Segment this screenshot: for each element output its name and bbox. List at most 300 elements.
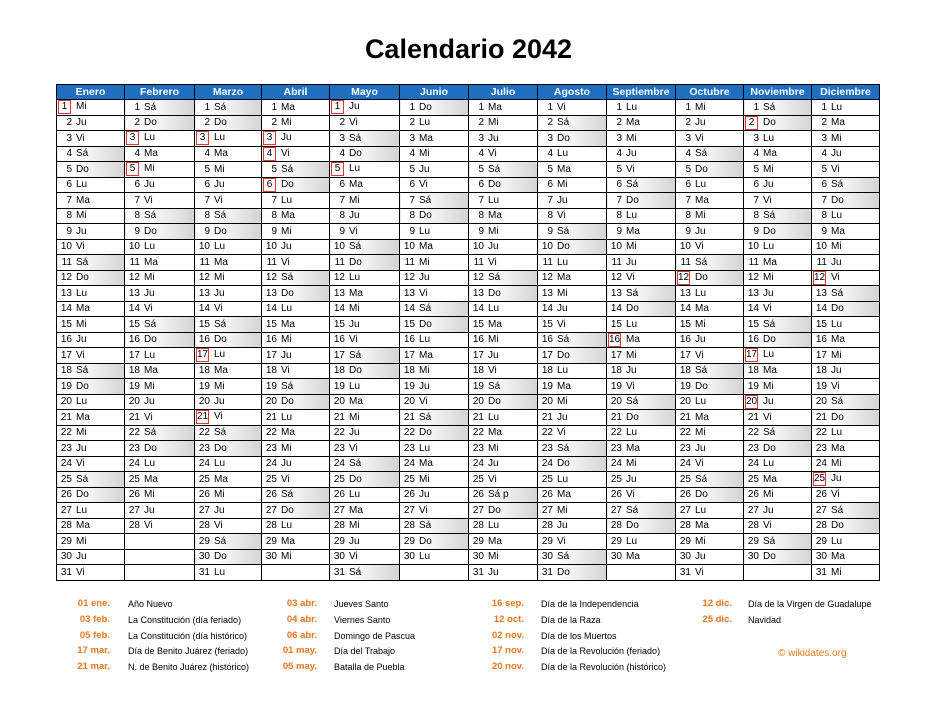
day-cell (57, 239, 125, 255)
day-cell (262, 534, 330, 550)
day-number: 26 (198, 489, 210, 501)
day-cell (195, 317, 262, 333)
day-number: 3 (685, 132, 691, 144)
day-number: 1 (547, 101, 553, 113)
weekday-label: Do (626, 194, 639, 206)
weekday-label: Mi (214, 272, 225, 284)
holiday-name: La Constitución (día histórico) (128, 630, 248, 641)
day-number: 22 (610, 427, 622, 439)
weekday-label: Lu (557, 148, 569, 160)
weekday-label: Mi (763, 380, 774, 392)
weekday-label: Mi (488, 442, 499, 454)
day-cell (469, 394, 538, 410)
day-number: 30 (198, 551, 210, 563)
day-cell (262, 131, 330, 147)
day-number: 3 (478, 132, 484, 144)
day-row (57, 549, 880, 565)
day-cell (195, 115, 262, 131)
day-cell (262, 286, 330, 302)
calendar-grid (56, 84, 880, 581)
weekday-label: Ma (763, 148, 777, 160)
day-cell (812, 394, 880, 410)
day-number: 19 (128, 380, 140, 392)
weekday-label: Vi (76, 132, 85, 144)
weekday-label: Ju (488, 349, 499, 361)
day-number: 21 (128, 411, 140, 423)
day-cell (538, 239, 607, 255)
day-number: 16 (541, 334, 553, 346)
day-number: 28 (815, 520, 827, 532)
weekday-label: Ju (144, 179, 155, 191)
day-cell (400, 100, 469, 116)
holiday-name: N. de Benito Juárez (histórico) (128, 662, 250, 673)
day-cell (195, 162, 262, 178)
weekday-label: Vi (76, 458, 85, 470)
day-row (57, 270, 880, 286)
day-cell (676, 115, 744, 131)
weekday-label: Lu (144, 241, 156, 253)
weekday-label: Sá (349, 349, 362, 361)
weekday-label: Ju (831, 365, 842, 377)
day-cell (676, 565, 744, 581)
holiday-date: 06 abr. (286, 629, 317, 641)
weekday-label: Lu (831, 427, 843, 439)
weekday-label: Do (214, 225, 227, 237)
day-number: 4 (66, 148, 72, 160)
weekday-label: Sá (695, 365, 708, 377)
day-cell (607, 270, 676, 286)
weekday-label: Do (626, 303, 639, 315)
day-number: 13 (747, 287, 759, 299)
day-number: 11 (748, 256, 759, 268)
weekday-label: Do (695, 380, 708, 392)
day-cell (744, 208, 812, 224)
weekday-label: Mi (557, 179, 568, 191)
day-cell (125, 270, 195, 286)
weekday-label: Mi (626, 241, 637, 253)
day-cell (538, 193, 607, 209)
day-cell (744, 239, 812, 255)
day-number: 3 (263, 131, 276, 145)
day-number: 8 (547, 210, 553, 222)
day-row (57, 487, 880, 503)
weekday-label: Do (281, 287, 294, 299)
weekday-label: Vi (488, 256, 497, 268)
empty-cell (125, 565, 195, 581)
day-cell (125, 441, 195, 457)
credit-link[interactable]: © wikidates.org (778, 648, 847, 659)
day-number: 7 (616, 194, 622, 206)
day-cell (744, 549, 812, 565)
weekday-label: Do (419, 210, 432, 222)
day-cell (812, 162, 880, 178)
day-cell (57, 286, 125, 302)
day-number: 13 (610, 287, 622, 299)
weekday-label: Do (419, 101, 432, 113)
day-number: 24 (610, 458, 622, 470)
day-row (57, 301, 880, 317)
day-cell (195, 146, 262, 162)
weekday-label: Do (419, 535, 432, 547)
day-cell (330, 146, 400, 162)
day-number: 13 (403, 287, 415, 299)
month-header: Octubre (676, 85, 744, 100)
weekday-label: Ju (763, 179, 774, 191)
holiday-name: Día del Trabajo (334, 646, 396, 657)
weekday-label: Sá (763, 427, 776, 439)
day-cell (330, 487, 400, 503)
day-row (57, 131, 880, 147)
holiday-date: 05 may. (282, 661, 317, 673)
day-cell (469, 456, 538, 472)
day-number: 6 (66, 179, 72, 191)
day-cell (262, 301, 330, 317)
day-cell (744, 270, 812, 286)
day-number: 21 (472, 411, 484, 423)
weekday-label: Do (763, 116, 776, 128)
weekday-label: Mi (831, 566, 842, 578)
day-number: 23 (472, 442, 484, 454)
day-cell (400, 301, 469, 317)
day-cell (262, 503, 330, 519)
weekday-label: Sá (76, 365, 89, 377)
day-cell (538, 224, 607, 240)
weekday-label: Sá (763, 210, 776, 222)
weekday-label: Do (144, 334, 157, 346)
day-number: 24 (747, 458, 759, 470)
day-cell (125, 208, 195, 224)
day-number: 26 (403, 489, 415, 501)
day-number: 20 (60, 396, 72, 408)
weekday-label: Sá (419, 411, 432, 423)
holiday-name: Jueves Santo (334, 599, 389, 609)
day-cell (125, 100, 195, 116)
day-number: 16 (815, 334, 827, 346)
day-cell (195, 255, 262, 271)
day-cell (262, 208, 330, 224)
weekday-label: Vi (349, 334, 358, 346)
day-cell (262, 487, 330, 503)
day-number: 14 (747, 303, 759, 315)
day-cell (538, 177, 607, 193)
weekday-label: Lu (557, 473, 569, 485)
day-cell (57, 100, 125, 116)
day-cell (400, 270, 469, 286)
day-cell (400, 162, 469, 178)
weekday-label: Vi (831, 380, 840, 392)
weekday-label: Ju (488, 566, 499, 578)
weekday-label: Mi (281, 334, 292, 346)
day-cell (469, 317, 538, 333)
day-number: 19 (60, 380, 72, 392)
day-number: 27 (472, 504, 484, 516)
weekday-label: Ju (214, 504, 225, 516)
day-cell (744, 146, 812, 162)
weekday-label: Vi (831, 489, 840, 501)
day-number: 5 (409, 163, 415, 175)
day-cell (57, 394, 125, 410)
day-number: 9 (547, 225, 553, 237)
day-cell (676, 317, 744, 333)
day-cell (125, 131, 195, 147)
weekday-label: Sá (557, 334, 570, 346)
day-number: 12 (610, 272, 622, 284)
day-number: 19 (198, 380, 210, 392)
day-cell (812, 348, 880, 364)
day-number: 20 (541, 396, 553, 408)
day-cell (57, 425, 125, 441)
day-cell (469, 348, 538, 364)
day-number: 16 (679, 334, 691, 346)
weekday-label: Lu (76, 504, 88, 516)
weekday-label: Ma (626, 225, 640, 237)
day-cell (469, 332, 538, 348)
weekday-label: Sá (281, 380, 294, 392)
day-cell (676, 394, 744, 410)
weekday-label: Lu (626, 210, 638, 222)
weekday-label: Sá (214, 210, 227, 222)
day-number: 1 (331, 100, 344, 114)
day-number: 19 (541, 380, 553, 392)
day-cell (262, 363, 330, 379)
day-cell (262, 441, 330, 457)
day-number: 19 (333, 380, 345, 392)
day-cell (812, 255, 880, 271)
day-cell (400, 394, 469, 410)
holiday-name: Día de la Virgen de Guadalupe (748, 599, 872, 609)
day-cell (607, 379, 676, 395)
weekday-label: Lu (831, 101, 843, 113)
day-cell (330, 224, 400, 240)
weekday-label: Sá (695, 256, 708, 268)
weekday-label: Mi (557, 504, 568, 516)
day-cell (400, 379, 469, 395)
day-cell (812, 286, 880, 302)
day-cell (607, 441, 676, 457)
month-header: Marzo (195, 85, 262, 100)
day-cell (812, 534, 880, 550)
day-number: 8 (271, 210, 277, 222)
weekday-label: Vi (488, 365, 497, 377)
day-cell (330, 534, 400, 550)
weekday-label: Do (695, 163, 708, 175)
day-number: 24 (198, 458, 210, 470)
day-cell (195, 410, 262, 426)
day-number: 14 (679, 303, 691, 315)
day-number: 29 (333, 535, 345, 547)
weekday-label: Ma (214, 473, 228, 485)
day-number: 6 (685, 179, 691, 191)
day-number: 25 (333, 473, 345, 485)
weekday-label: Do (557, 458, 570, 470)
weekday-label: Ma (488, 101, 502, 113)
day-cell (538, 286, 607, 302)
day-number: 5 (331, 162, 344, 176)
day-number: 20 (403, 396, 415, 408)
weekday-label: Vi (214, 411, 223, 423)
day-number: 11 (816, 256, 827, 268)
weekday-label: Lu (349, 380, 361, 392)
weekday-label: Vi (349, 225, 358, 237)
weekday-label: Do (763, 225, 776, 237)
day-number: 12 (128, 272, 140, 284)
day-number: 6 (478, 179, 484, 191)
weekday-label: Ju (419, 489, 430, 501)
day-cell (125, 332, 195, 348)
day-cell (676, 487, 744, 503)
day-cell (812, 503, 880, 519)
weekday-label: Sá (76, 148, 89, 160)
day-cell (125, 503, 195, 519)
weekday-label: Do (144, 442, 157, 454)
day-number: 22 (747, 427, 759, 439)
day-number: 22 (403, 427, 415, 439)
weekday-label: Lu (419, 334, 431, 346)
day-number: 9 (478, 225, 484, 237)
day-cell (262, 332, 330, 348)
day-cell (125, 472, 195, 488)
day-number: 6 (616, 179, 622, 191)
day-cell (125, 394, 195, 410)
day-number: 31 (541, 566, 553, 578)
weekday-label: Ma (144, 148, 158, 160)
day-cell (400, 177, 469, 193)
day-cell (538, 394, 607, 410)
day-number: 21 (610, 411, 622, 423)
day-cell (607, 301, 676, 317)
holiday-date: 01 may. (282, 645, 317, 657)
day-number: 31 (472, 566, 484, 578)
day-row (57, 425, 880, 441)
day-number: 9 (134, 225, 140, 237)
holiday-date: 17 nov. (491, 645, 524, 657)
weekday-label: Ma (214, 148, 228, 160)
weekday-label: Ju (214, 287, 225, 299)
day-number: 16 (128, 334, 140, 346)
weekday-label: Vi (488, 473, 497, 485)
weekday-label: Do (557, 132, 570, 144)
day-cell (195, 270, 262, 286)
weekday-label: Ma (557, 380, 571, 392)
day-number: 10 (60, 241, 72, 253)
day-cell (538, 115, 607, 131)
weekday-label: Vi (763, 411, 772, 423)
day-number: 4 (409, 148, 415, 160)
day-cell (400, 363, 469, 379)
day-cell (469, 379, 538, 395)
weekday-label: Lu (144, 458, 156, 470)
weekday-label: Do (144, 117, 157, 129)
day-number: 8 (134, 210, 140, 222)
holiday-name: Día de Benito Juárez (feriado) (128, 646, 249, 657)
empty-cell (400, 565, 469, 581)
day-cell (57, 177, 125, 193)
day-number: 23 (610, 442, 622, 454)
day-row (57, 317, 880, 333)
day-number: 22 (472, 427, 484, 439)
day-cell (57, 472, 125, 488)
day-number: 27 (541, 504, 553, 516)
day-cell (469, 363, 538, 379)
day-number: 10 (265, 241, 277, 253)
weekday-label: Ma (281, 427, 295, 439)
day-cell (57, 224, 125, 240)
day-number: 23 (541, 442, 553, 454)
day-number: 13 (679, 287, 691, 299)
weekday-label: Mi (144, 489, 155, 501)
day-cell (607, 456, 676, 472)
day-cell (400, 518, 469, 534)
day-number: 15 (60, 318, 72, 330)
day-cell (330, 503, 400, 519)
day-row (57, 456, 880, 472)
weekday-label: Sá (626, 396, 639, 408)
day-number: 17 (679, 349, 691, 361)
weekday-label: Vi (557, 535, 566, 547)
weekday-label: Ma (281, 101, 295, 113)
day-cell (195, 425, 262, 441)
day-number: 7 (685, 194, 691, 206)
weekday-label: Mi (281, 551, 292, 563)
weekday-label: Vi (144, 194, 153, 206)
day-cell (195, 332, 262, 348)
weekday-label: Lu (626, 101, 638, 113)
day-number: 8 (478, 210, 484, 222)
day-cell (538, 425, 607, 441)
day-cell (538, 363, 607, 379)
day-number: 15 (541, 318, 553, 330)
day-number: 15 (128, 318, 140, 330)
weekday-label: Mi (557, 396, 568, 408)
day-cell (330, 379, 400, 395)
weekday-label: Ma (831, 334, 845, 346)
weekday-label: Ju (695, 225, 706, 237)
weekday-label: Do (695, 489, 708, 501)
day-number: 28 (610, 520, 622, 532)
day-cell (262, 146, 330, 162)
day-number: 20 (610, 396, 622, 408)
weekday-label: Ma (488, 318, 502, 330)
weekday-label: Mi (281, 117, 292, 129)
weekday-label: Sá (831, 179, 844, 191)
day-number: 7 (204, 194, 210, 206)
day-number: 29 (679, 535, 691, 547)
day-number: 22 (815, 427, 827, 439)
day-number: 24 (815, 458, 827, 470)
day-number: 21 (197, 411, 209, 423)
holiday-date: 03 feb. (79, 613, 110, 625)
day-number: 5 (753, 163, 759, 175)
day-number: 8 (66, 210, 72, 222)
empty-cell (125, 549, 195, 565)
weekday-label: Mi (419, 473, 430, 485)
day-cell (744, 379, 812, 395)
weekday-label: Lu (419, 442, 431, 454)
day-cell (744, 100, 812, 116)
day-cell (195, 348, 262, 364)
day-number: 15 (815, 318, 827, 330)
weekday-label: Vi (349, 551, 358, 563)
holiday-date: 01 ene. (77, 598, 110, 609)
month-header: Enero (57, 85, 125, 100)
day-number: 22 (333, 427, 345, 439)
day-cell (812, 425, 880, 441)
weekday-label: Lu (419, 225, 431, 237)
day-number: 2 (685, 117, 691, 129)
weekday-label: Mi (626, 349, 637, 361)
day-number: 16 (403, 334, 415, 346)
weekday-label: Do (831, 194, 844, 206)
